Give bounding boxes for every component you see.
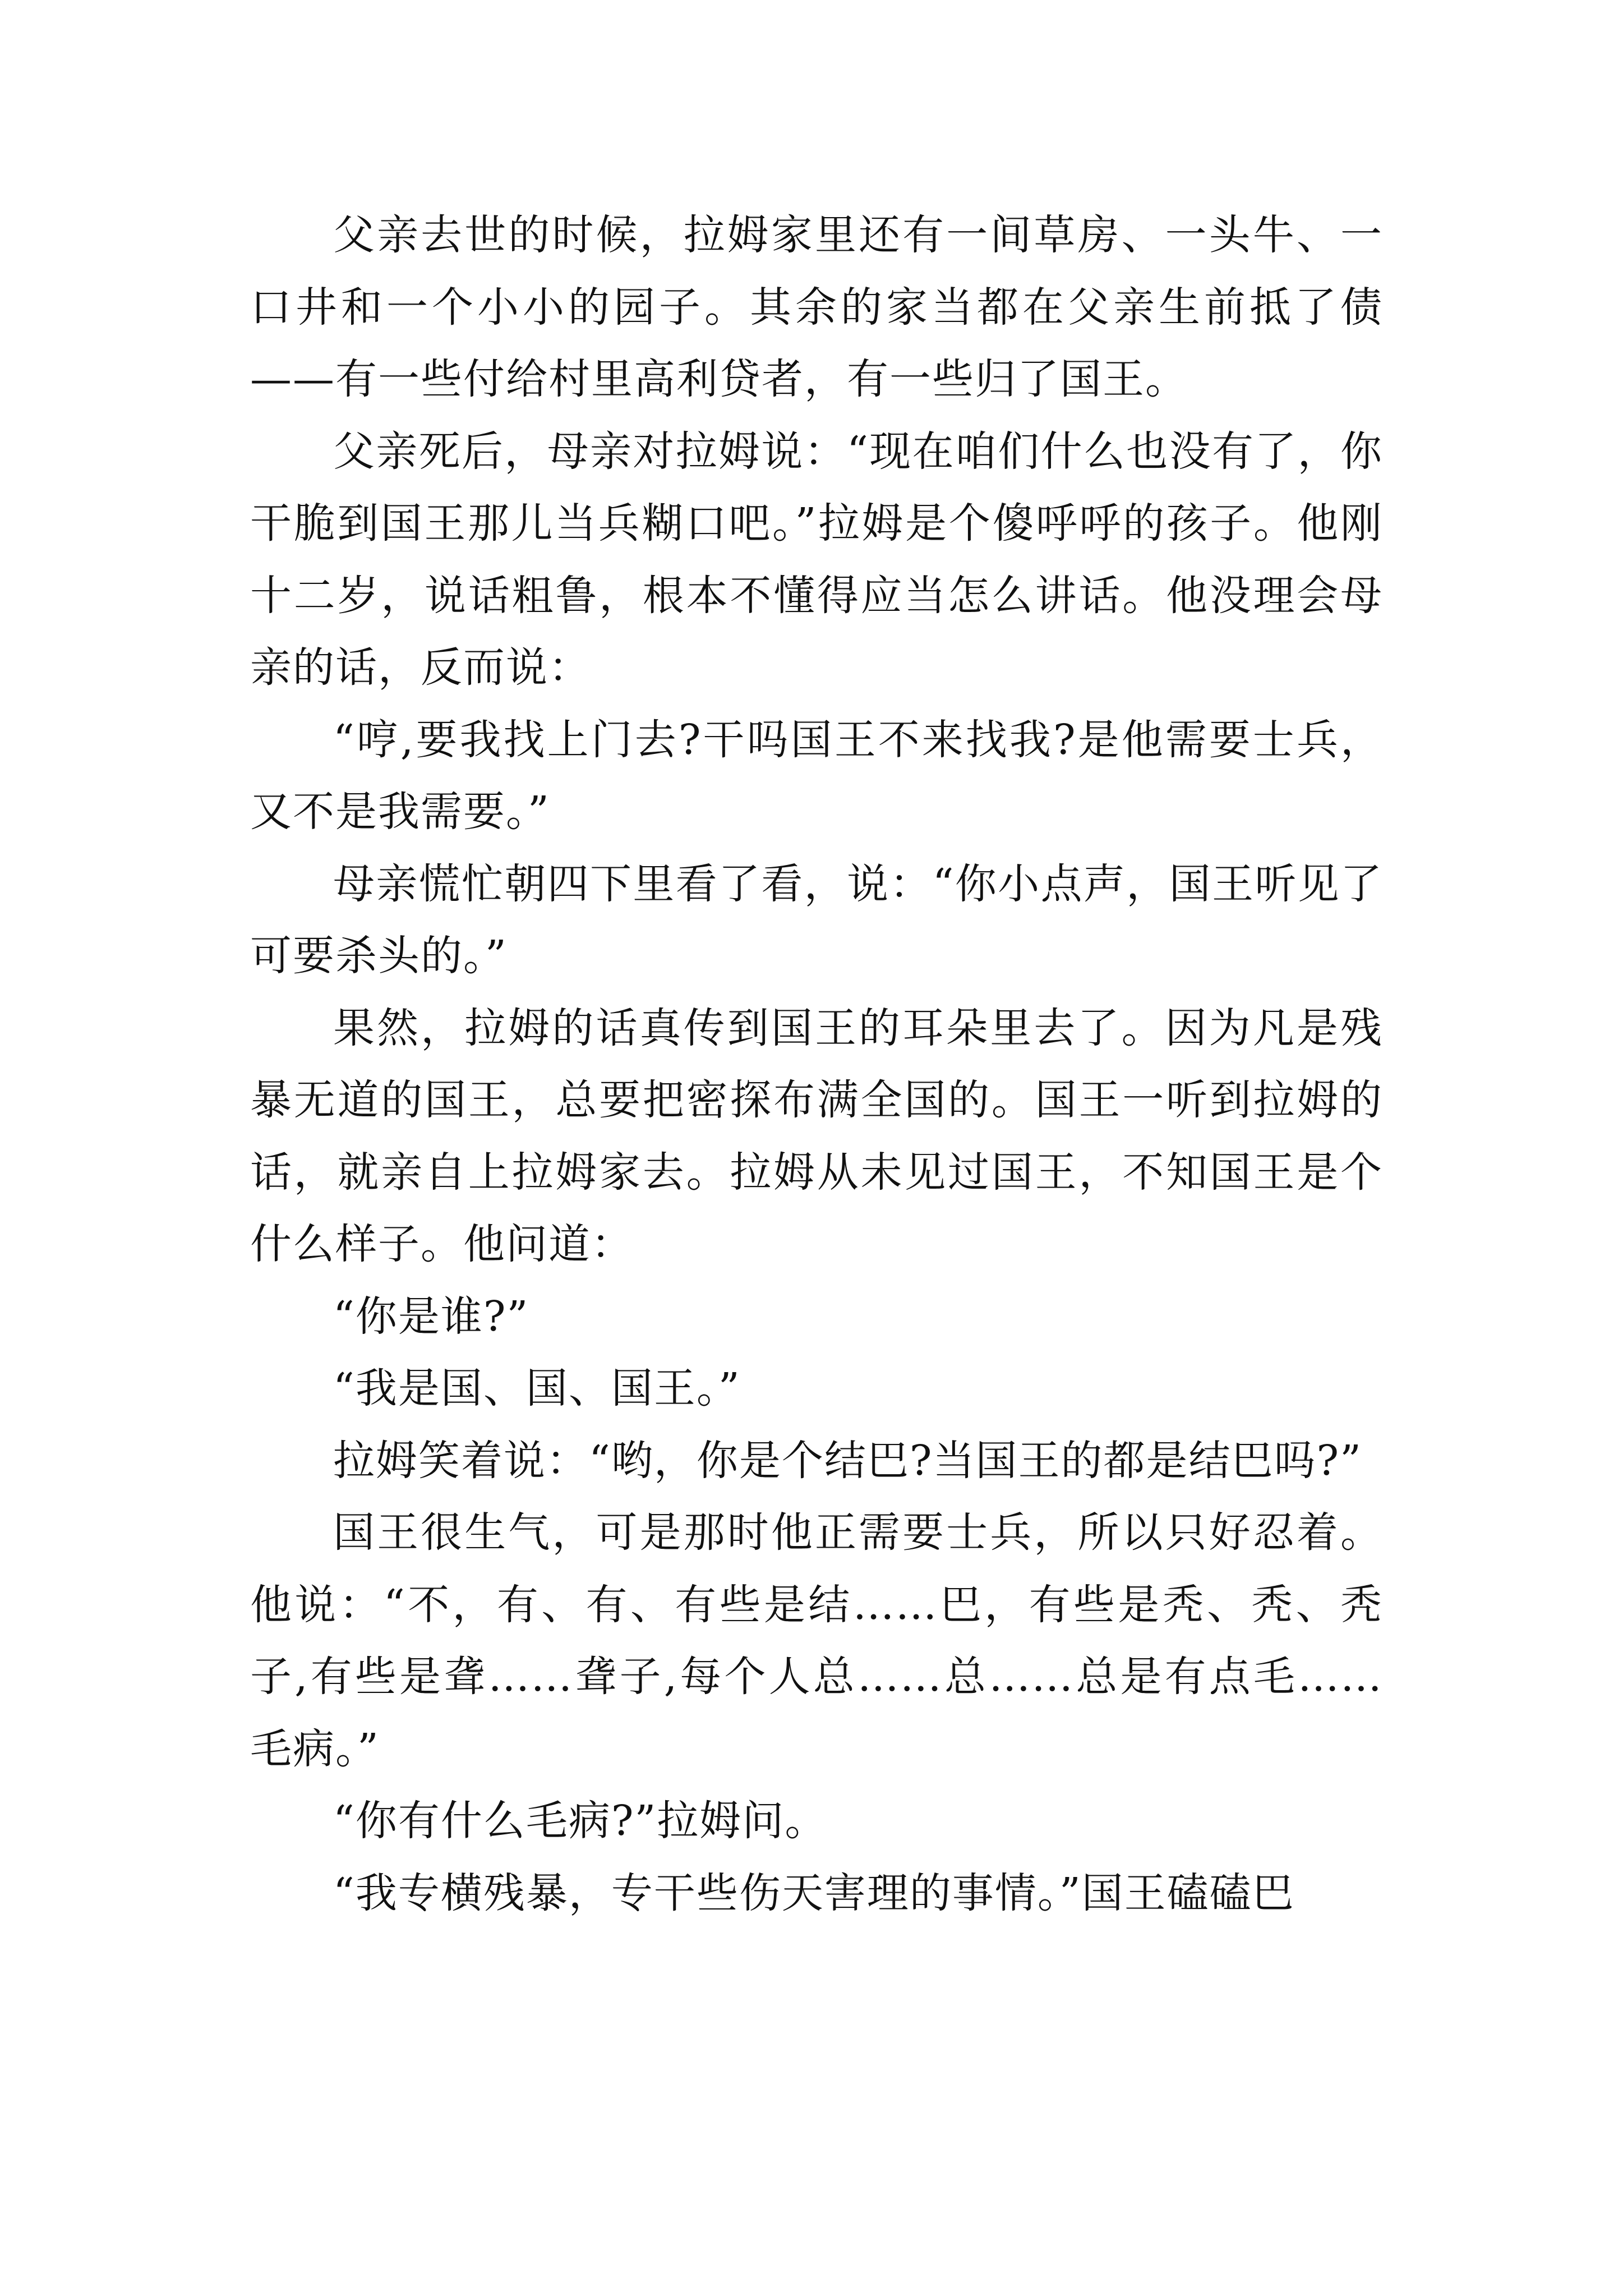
paragraph-11: “我专横残暴，专干些伤天害理的事情。”国王磕磕巴 xyxy=(333,1869,1295,1917)
paragraph-6: “你是谁?” xyxy=(333,1292,529,1341)
story-text xyxy=(250,199,1383,1929)
paragraph-2: 父亲死后，母亲对拉姆说：“现在咱们什么也没有了，你干脆到国王那儿当兵糊口吧。”拉姆是个傻呼呼的孩子。他刚十二岁，说话粗鲁，根本不懂得应当怎么讲话。他没理会母亲的话，反而说： xyxy=(250,427,1383,692)
paragraph-1: 父亲去世的时候，拉姆家里还有一间草房、一头牛、一口井和一个小小的园子。其余的家当都在父亲生前抵了债——有一些付给村里高利贷者，有一些归了国王。 xyxy=(250,211,1383,403)
paragraph-4: 母亲慌忙朝四下里看了看，说：“你小点声，国王听见了可要杀头的。” xyxy=(250,859,1383,980)
paragraph-8: 拉姆笑着说：“哟，你是个结巴?当国王的都是结巴吗?” xyxy=(333,1436,1363,1485)
paragraph-10: “你有什么毛病?”拉姆问。 xyxy=(333,1797,828,1845)
paragraph-3: “哼,要我找上门去?干吗国王不来找我?是他需要士兵，又不是我需要。” xyxy=(250,715,1383,836)
paragraph-7: “我是国、国、国王。” xyxy=(333,1364,741,1412)
paragraph-5: 果然，拉姆的话真传到国王的耳朵里去了。因为凡是残暴无道的国王，总要把密探布满全国的。国王一听到拉姆的话，就亲自上拉姆家去。拉姆从未见过国王，不知国王是个什么样子。他问道： xyxy=(250,1004,1383,1268)
paragraph-9: 国王很生气，可是那时他正需要士兵，所以只好忍着。他说：“不，有、有、有些是结……巴，有些是秃、秃、秃子,有些是聋……聋子,每个人总……总……总是有点毛……毛病。” xyxy=(250,1508,1383,1773)
